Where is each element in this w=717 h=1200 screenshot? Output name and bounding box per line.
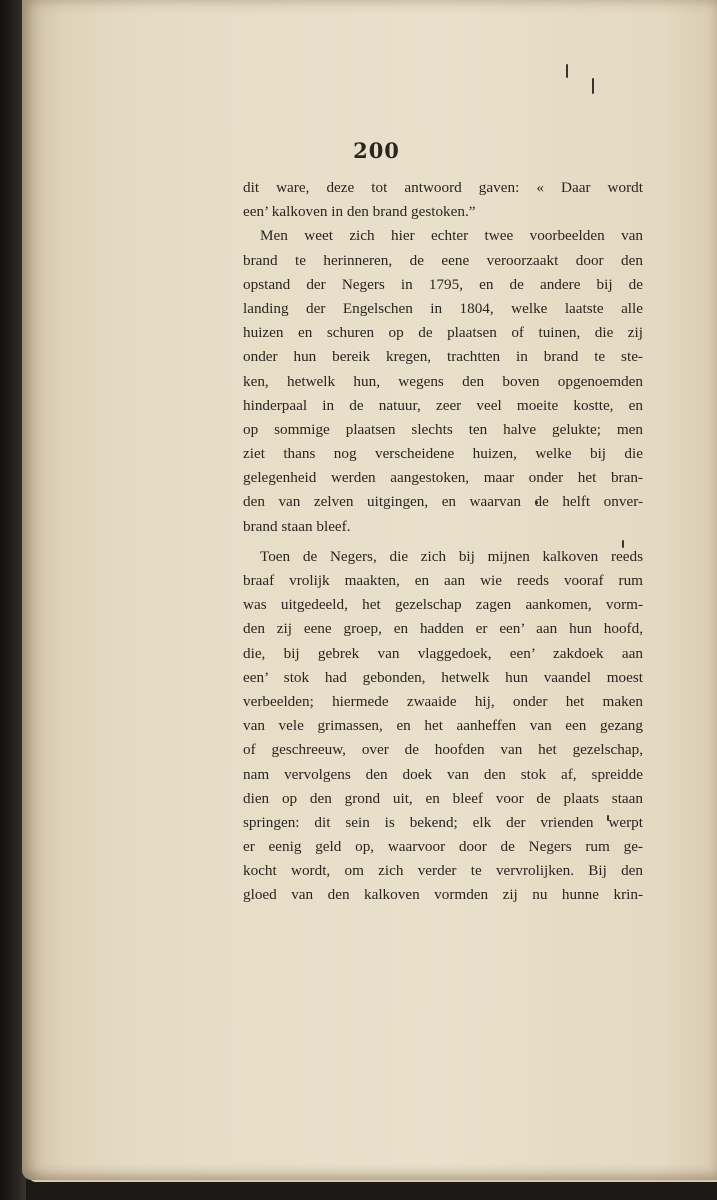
text-line: dien op den grond uit, en bleef voor de plaats staan bbox=[243, 789, 643, 807]
text-line: een’ stok had gebonden, hetwelk hun vaandel moest bbox=[243, 668, 643, 686]
text-line: brand staan bleef. bbox=[243, 517, 351, 535]
page-number: 200 bbox=[353, 138, 400, 163]
body-text bbox=[243, 176, 643, 908]
text-line: een’ kalkoven in den brand gestoken.” bbox=[243, 203, 476, 221]
text-line: ziet thans nog verscheidene huizen, welke bij die bbox=[243, 445, 643, 463]
ink-speck bbox=[592, 78, 594, 94]
text-line: nam vervolgens den doek van den stok af, spreidde bbox=[243, 765, 643, 783]
text-line: brand te herinneren, de eene veroorzaakt door den bbox=[243, 251, 643, 269]
text-line: op sommige plaatsen slechts ten halve gelukte; men bbox=[243, 420, 643, 438]
text-line: opstand der Negers in 1795, en de andere bij de bbox=[243, 275, 643, 293]
text-line: dit ware, deze tot antwoord gaven: « Daar wordt bbox=[243, 179, 643, 196]
text-line: Toen de Negers, die zich bij mijnen kalkoven reeds bbox=[260, 547, 643, 565]
text-line: Men weet zich hier echter twee voorbeelden van bbox=[260, 227, 643, 245]
text-line: was uitgedeeld, het gezelschap zagen aankomen, vorm- bbox=[243, 596, 643, 614]
text-line: braaf vrolijk maakten, en aan wie reeds vooraf rum bbox=[243, 572, 643, 589]
text-line: kocht wordt, om zich verder te vervrolijken. Bij den bbox=[243, 862, 643, 880]
text-line: of geschreeuw, over de hoofden van het gezelschap, bbox=[243, 741, 643, 759]
text-line: hinderpaal in de natuur, zeer veel moeite kostte, en bbox=[243, 396, 643, 414]
text-line: van vele grimassen, en het aanheffen van een gezang bbox=[243, 717, 643, 735]
text-line: den van zelven uitgingen, en waarvan de helft onver- bbox=[243, 493, 643, 511]
text-line: landing der Engelschen in 1804, welke laatste alle bbox=[243, 299, 643, 317]
text-line: die, bij gebrek van vlaggedoek, een’ zakdoek aan bbox=[243, 644, 643, 662]
text-line: er eenig geld op, waarvoor door de Negers rum ge- bbox=[243, 838, 643, 856]
text-line: gloed van den kalkoven vormden zij nu hunne krin- bbox=[243, 886, 643, 904]
text-line: ken, hetwelk hun, wegens den boven opgenoemden bbox=[243, 372, 643, 390]
text-line: huizen en schuren op de plaatsen of tuinen, die zij bbox=[243, 324, 643, 342]
text-line: den zij eene groep, en hadden er een’ aan hun hoofd, bbox=[243, 620, 643, 638]
text-line: gelegenheid werden aangestoken, maar onder het bran- bbox=[243, 469, 643, 487]
text-line: onder hun bereik kregen, trachtten in brand te ste- bbox=[243, 348, 643, 366]
text-line: springen: dit sein is bekend; elk der vrienden werpt bbox=[243, 813, 643, 831]
ink-speck bbox=[566, 64, 568, 78]
text-line: verbeelden; hiermede zwaaide hij, onder het maken bbox=[243, 692, 643, 710]
